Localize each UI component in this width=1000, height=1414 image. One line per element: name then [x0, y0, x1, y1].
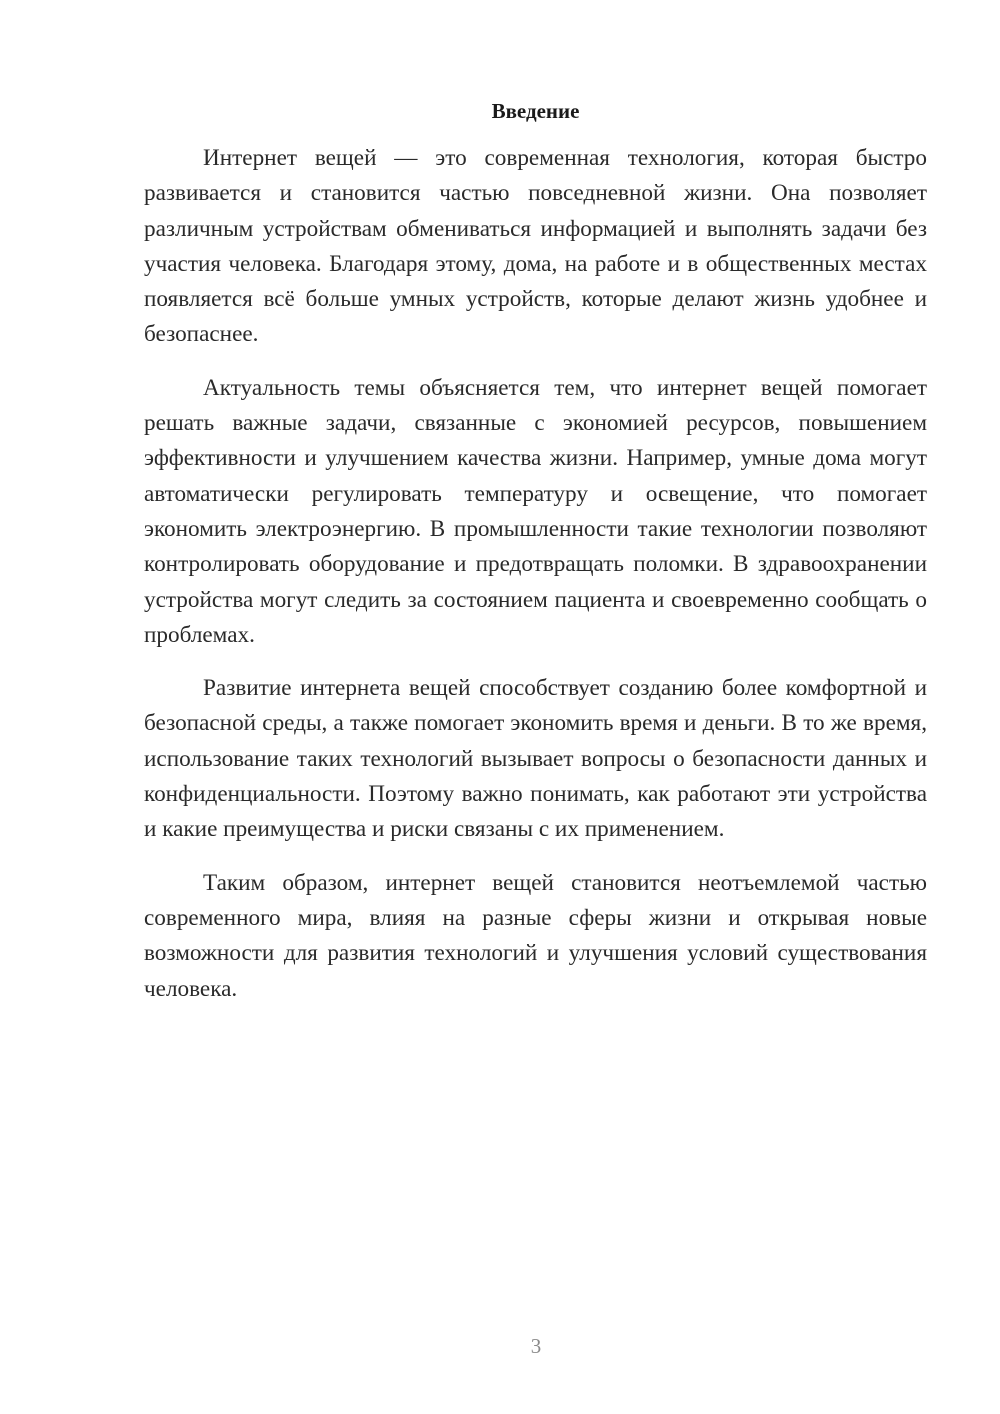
page-number: 3: [530, 1334, 542, 1358]
body-text: [144, 141, 927, 1025]
section-heading: Введение: [491, 99, 580, 123]
paragraph: Интернет вещей — это современная технология, которая быстро развивается и становится частью повседневной жизни. Она позволяет различным устройствам обмениваться информацией и выполнять задачи без участия человека. Благодаря этому, дома, на работе и в общественных местах появляется всё больше умных устройств, которые делают жизнь удобнее и безопаснее.: [144, 145, 927, 348]
paragraph: Развитие интернета вещей способствует созданию более комфортной и безопасной среды, а также помогает экономить время и деньги. В то же время, использование таких технологий вызывает вопросы о безопасности данных и конфиденциальности. Поэтому важно понимать, как работают эти устройства и какие преимущества и риски связаны с их применением.: [144, 675, 927, 843]
paragraph: Таким образом, интернет вещей становится неотъемлемой частью современного мира, влияя на разные сферы жизни и открывая новые возможности для развития технологий и улучшения условий существования человека.: [144, 869, 927, 1002]
paragraph: Актуальность темы объясняется тем, что интернет вещей помогает решать важные задачи, связанные с экономией ресурсов, повышением эффективности и улучшением качества жизни. Например, умные дома могут автоматически регулировать температуру и освещение, что помогает экономить электроэнергию. В промышленности такие технологии позволяют контролировать оборудование и предотвращать поломки. В здравоохранении устройства могут следить за состоянием пациента и своевременно сообщать о проблемах.: [144, 374, 927, 648]
